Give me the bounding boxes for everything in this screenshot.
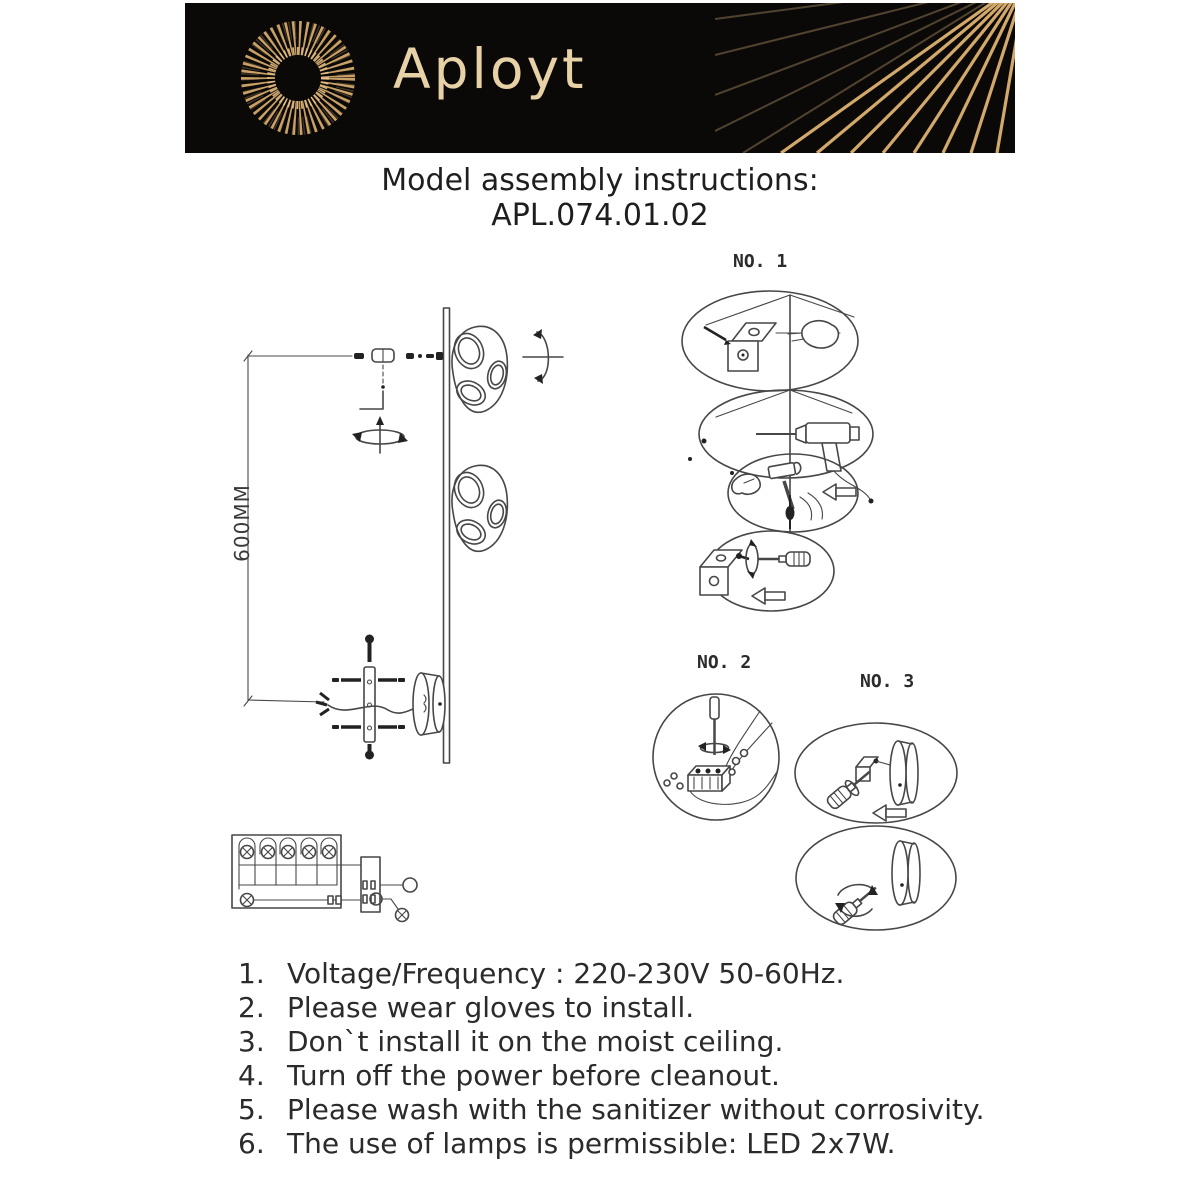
hand-icon <box>788 321 838 348</box>
brand-banner <box>185 3 1015 153</box>
brand-wordmark: Aployt <box>393 37 587 101</box>
item-text: Please wear gloves to install. <box>287 991 695 1024</box>
screwdriver-icon <box>826 766 875 810</box>
lamp-symbols <box>239 838 337 907</box>
page-title: Model assembly instructions: <box>381 163 819 198</box>
mounting-bracket <box>332 635 405 760</box>
hammer-icon <box>768 461 802 509</box>
starburst-logo-icon <box>223 3 373 153</box>
fastener-axis <box>354 349 443 409</box>
wiring-diagram <box>225 828 425 928</box>
list-item <box>238 991 1068 1025</box>
assembly-steps-drawing <box>640 245 1020 945</box>
list-item <box>238 1059 1068 1093</box>
supply-terminals <box>380 878 417 922</box>
step1-screwing <box>700 531 834 611</box>
direction-arrow-icon <box>752 588 785 604</box>
canopy <box>413 673 445 735</box>
canopy <box>890 741 918 805</box>
direction-arrow-icon <box>823 484 856 500</box>
item-number: 6. <box>238 1127 265 1160</box>
step-2-label: NO. 2 <box>697 652 752 673</box>
direction-arrow-icon <box>873 805 906 821</box>
item-text: Turn off the power before cleanout. <box>287 1059 780 1092</box>
item-number: 2. <box>238 991 265 1024</box>
rotation-arrow-icon <box>352 416 408 453</box>
screwdriver-icon <box>698 697 731 755</box>
wiring-lines <box>239 865 361 904</box>
item-text: The use of lamps is permissible: LED 2x7W. <box>287 1127 896 1160</box>
driver-box <box>361 857 382 912</box>
item-number: 5. <box>238 1093 265 1126</box>
step3-attach <box>795 723 957 823</box>
dimension-label: 600MM <box>230 484 254 562</box>
step1-hammering <box>728 454 858 532</box>
item-number: 3. <box>238 1025 265 1058</box>
item-text: Please wash with the sanitizer without corrosivity. <box>287 1093 985 1126</box>
step-1-label: NO. 1 <box>733 251 788 272</box>
list-item <box>238 957 1068 991</box>
step-3-label: NO. 3 <box>860 671 915 692</box>
item-number: 1. <box>238 957 265 990</box>
step1-marking <box>682 291 858 391</box>
step2-wiring <box>653 694 779 820</box>
rotation-arrow-icon <box>523 329 563 384</box>
item-number: 4. <box>238 1059 265 1092</box>
pencil-icon <box>704 327 731 345</box>
step3-tighten <box>796 826 956 930</box>
list-item <box>238 1025 1068 1059</box>
lamp-line-drawing <box>220 285 580 775</box>
model-number: APL.074.01.02 <box>491 198 709 233</box>
list-item <box>238 1127 1068 1161</box>
item-text: Voltage/Frequency : 220-230V 50-60Hz. <box>287 957 845 990</box>
rays-decoration <box>715 3 1015 153</box>
dimension-lines <box>244 351 352 706</box>
screwdriver-icon <box>758 552 810 566</box>
lamp-shade <box>449 465 509 551</box>
instructions-list <box>238 957 1068 1161</box>
terminal-block <box>688 766 730 791</box>
canopy <box>892 841 920 905</box>
list-item <box>238 1093 1068 1127</box>
step1-drilling <box>688 390 874 504</box>
lamp-shade <box>449 326 509 412</box>
item-text: Don`t install it on the moist ceiling. <box>287 1025 784 1058</box>
